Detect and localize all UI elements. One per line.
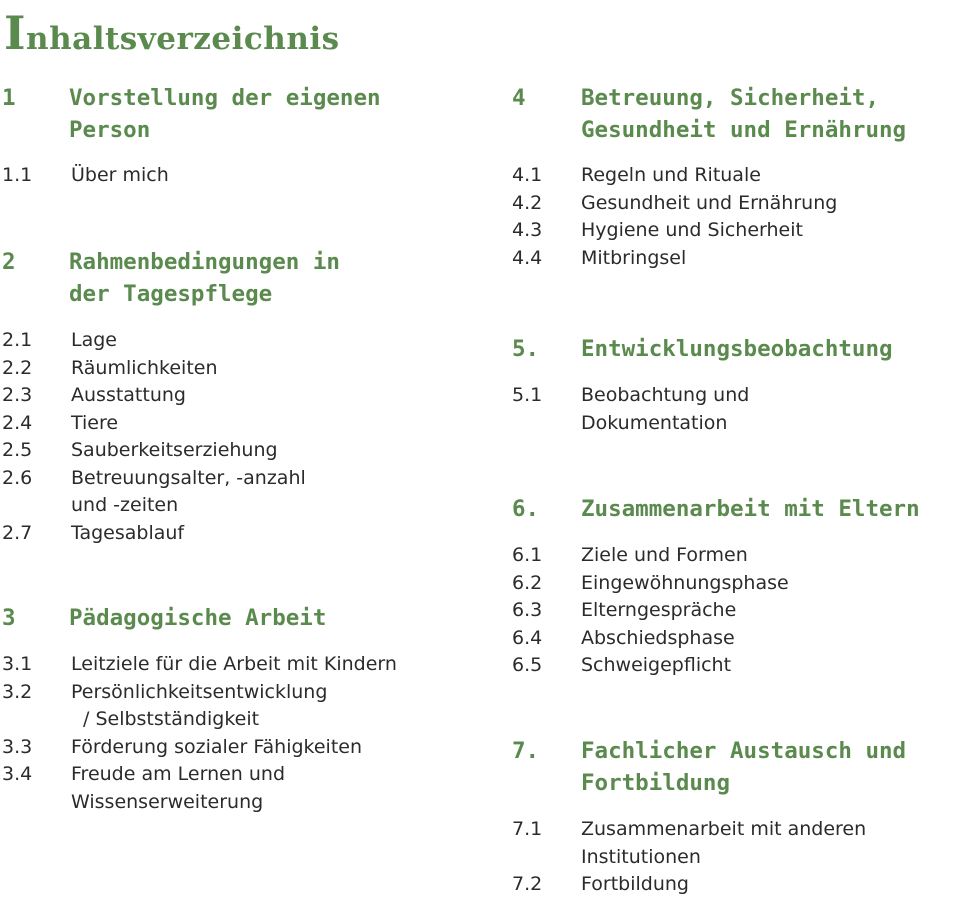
entry-number: 2.4	[2, 411, 33, 434]
section-title-line: Betreuung, Sicherheit,	[581, 85, 880, 111]
entry-number: 4.1	[512, 164, 543, 186]
entry-number: 5.1	[512, 384, 543, 406]
entry-title: Regeln und Rituale	[581, 164, 761, 186]
entry-title: Gesundheit und Ernährung	[581, 191, 838, 214]
section-title-line: Fachlicher Austausch und	[581, 738, 907, 764]
entry-title: Mitbringsel	[581, 246, 687, 269]
entry-title: Über mich	[71, 164, 169, 186]
entry-title: Lage	[71, 329, 117, 351]
entry-title: Ziele und Formen	[581, 544, 748, 566]
entry-number: 3.4	[2, 763, 33, 785]
section-title-line: Pädagogische Arbeit	[69, 605, 327, 631]
entry-number: 7.2	[512, 873, 543, 895]
entry-title: Fortbildung	[581, 873, 689, 895]
entry-title-continued: Dokumentation	[581, 411, 728, 434]
entry-number: 6.3	[512, 599, 543, 621]
entry-title: Beobachtung und	[581, 384, 750, 406]
entry-number: 2.6	[2, 466, 33, 489]
entry-title: Ausstattung	[71, 384, 186, 406]
entry-title: Sauberkeitserziehung	[71, 439, 278, 461]
entry-number: 6.4	[512, 626, 543, 649]
section-number: 2	[2, 249, 16, 275]
entry-title: Leitziele für die Arbeit mit Kindern	[71, 653, 397, 675]
section-title-line: Gesundheit und Ernährung	[581, 117, 907, 143]
entry-number: 7.1	[512, 818, 543, 840]
entry-title: Freude am Lernen und	[71, 763, 286, 785]
entry-title-continued: / Selbstständigkeit	[83, 708, 260, 730]
entry-title: Hygiene und Sicherheit	[581, 219, 803, 241]
entry-number: 3.1	[2, 653, 33, 675]
entry-title-continued: Wissenserweiterung	[71, 790, 264, 813]
entry-title: Tiere	[71, 411, 119, 434]
section-number: 5.	[512, 336, 540, 362]
entry-title: Zusammenarbeit mit anderen	[581, 818, 867, 840]
section-title-line: Zusammenarbeit mit Eltern	[581, 496, 920, 522]
entry-number: 2.5	[2, 439, 33, 461]
entry-number: 2.1	[2, 329, 33, 351]
entry-number: 4.4	[512, 246, 543, 269]
entry-number: 3.3	[2, 735, 33, 758]
entry-title: Abschiedsphase	[581, 626, 735, 649]
entry-number: 4.3	[512, 219, 543, 241]
section-number: 3	[2, 605, 16, 631]
entry-title-continued: Institutionen	[581, 845, 701, 868]
entry-title: Räumlichkeiten	[71, 356, 218, 379]
entry-title: Eingewöhnungsphase	[581, 571, 789, 594]
entry-number: 6.2	[512, 571, 543, 594]
entry-title: Förderung sozialer Fähigkeiten	[71, 735, 363, 758]
section-title-line: Entwicklungsbeobachtung	[581, 336, 893, 362]
section-title-line: Person	[69, 117, 151, 143]
document-title	[4, 6, 340, 60]
entry-number: 3.2	[2, 680, 33, 703]
section-number: 6.	[512, 496, 540, 522]
section-number: 4	[512, 85, 526, 111]
section-title-line: Fortbildung	[581, 770, 731, 796]
title-rest: nhaltsverzeichnis	[26, 21, 340, 57]
entry-title: Persönlichkeitsentwicklung	[71, 680, 328, 703]
entry-number: 2.2	[2, 356, 33, 379]
title-initial: I	[4, 6, 27, 60]
section-number: 7.	[512, 738, 540, 764]
section-title-line: Rahmenbedingungen in	[69, 249, 340, 275]
entry-number: 6.5	[512, 654, 543, 676]
section-title-line: Vorstellung der eigenen	[69, 85, 381, 111]
entry-title-continued: und -zeiten	[71, 494, 179, 516]
entry-title: Betreuungsalter, -anzahl	[71, 466, 306, 489]
section-number: 1	[2, 85, 16, 111]
entry-number: 4.2	[512, 191, 543, 214]
entry-number: 2.7	[2, 521, 33, 544]
entry-title: Schweigepflicht	[581, 654, 732, 676]
entry-title: Elterngespräche	[581, 599, 737, 621]
entry-number: 1.1	[2, 164, 33, 186]
section-title-line: der Tagespflege	[69, 281, 273, 307]
entry-number: 6.1	[512, 544, 543, 566]
entry-number: 2.3	[2, 384, 33, 406]
entry-title: Tagesablauf	[71, 521, 185, 544]
